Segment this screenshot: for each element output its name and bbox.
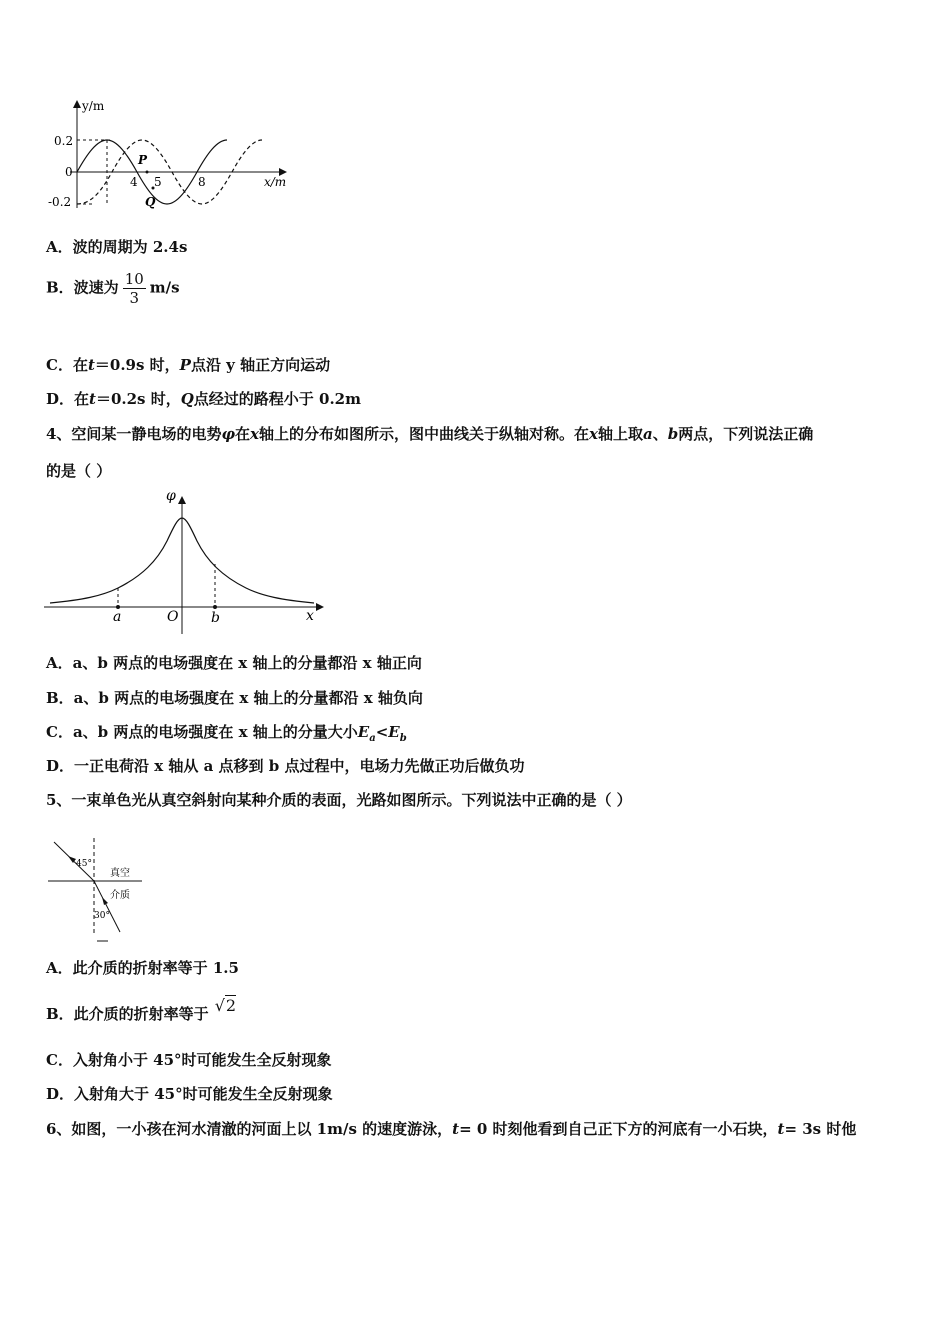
x-axis-label: x (306, 608, 314, 624)
q3-option-a: A．波的周期为 2.4s (46, 238, 188, 256)
label-b: b (211, 610, 220, 626)
q5-option-b: B．此介质的折射率等于 √2 (46, 996, 237, 1023)
q4-option-b: B．a、b 两点的电场强度在 x 轴上的分量都沿 x 轴负向 (46, 689, 423, 707)
tick-label-0.2: 0.2 (54, 134, 74, 148)
label-Q: Q (145, 195, 156, 209)
label-medium: 介质 (110, 890, 130, 901)
tick-label-5: 5 (154, 175, 162, 189)
q4-stem-line1: 4、空间某一静电场的电势φ在x轴上的分布如图所示，图中曲线关于纵轴对称。在x轴上取a、b两点，下列说法正确 (46, 425, 814, 443)
phi-axis-label: φ (166, 488, 176, 504)
label-o: O (167, 609, 179, 625)
q4-option-d: D．一正电荷沿 x 轴从 a 点移到 b 点过程中，电场力先做正功后做负功 (46, 757, 525, 775)
q6-stem: 6、如图，一小孩在河水清澈的河面上以 1m/s 的速度游泳，t= 0 时刻他看到自己正下方的河底有一小石块，t= 3s 时他 (46, 1120, 857, 1138)
sqrt-2: √2 (214, 996, 237, 1015)
q5-option-a: A．此介质的折射率等于 1.5 (46, 959, 239, 977)
potential-graph (42, 486, 332, 636)
tick-label-neg-0.2: -0.2 (48, 195, 72, 209)
x-axis-label: x/m (264, 175, 287, 189)
q5-stem: 5、一束单色光从真空斜射向某种介质的表面，光路如图所示。下列说法中正确的是（ ） (46, 791, 632, 809)
q3-option-b: B．波速为 $\frac{10}{3}$ m/s (46, 270, 180, 307)
q4-option-a: A．a、b 两点的电场强度在 x 轴上的分量都沿 x 轴正向 (46, 654, 422, 672)
q3-option-c: C．在t＝0.9s 时，P点沿 y 轴正方向运动 (46, 356, 331, 374)
refraction-diagram (46, 836, 156, 946)
wave-graph (40, 96, 300, 216)
label-vacuum: 真空 (110, 868, 130, 879)
point-b (213, 605, 217, 609)
refracted-arrow (102, 897, 108, 905)
q5-option-c: C．入射角小于 45°时可能发生全反射现象 (46, 1051, 332, 1069)
angle-45: 45° (76, 859, 92, 869)
q3-option-d: D．在t＝0.2s 时，Q点经过的路程小于 0.2m (46, 390, 361, 408)
y-axis-label: y/m (82, 99, 105, 113)
q5-option-d: D．入射角大于 45°时可能发生全反射现象 (46, 1085, 333, 1103)
tick-label-4: 4 (130, 175, 138, 189)
fraction-10-3: $\frac{10}{3}$ (124, 270, 144, 307)
q4-stem-line2: 的是（ ） (46, 462, 112, 480)
point-P (146, 171, 149, 174)
angle-30: 30° (94, 911, 110, 921)
tick-label-0: 0 (65, 165, 73, 179)
label-P: P (138, 153, 148, 167)
tick-label-8: 8 (198, 175, 206, 189)
refracted-ray (94, 881, 120, 932)
q4-option-c: C．a、b 两点的电场强度在 x 轴上的分量大小$E_a<E_b$ (46, 723, 407, 744)
label-a: a (113, 609, 122, 625)
